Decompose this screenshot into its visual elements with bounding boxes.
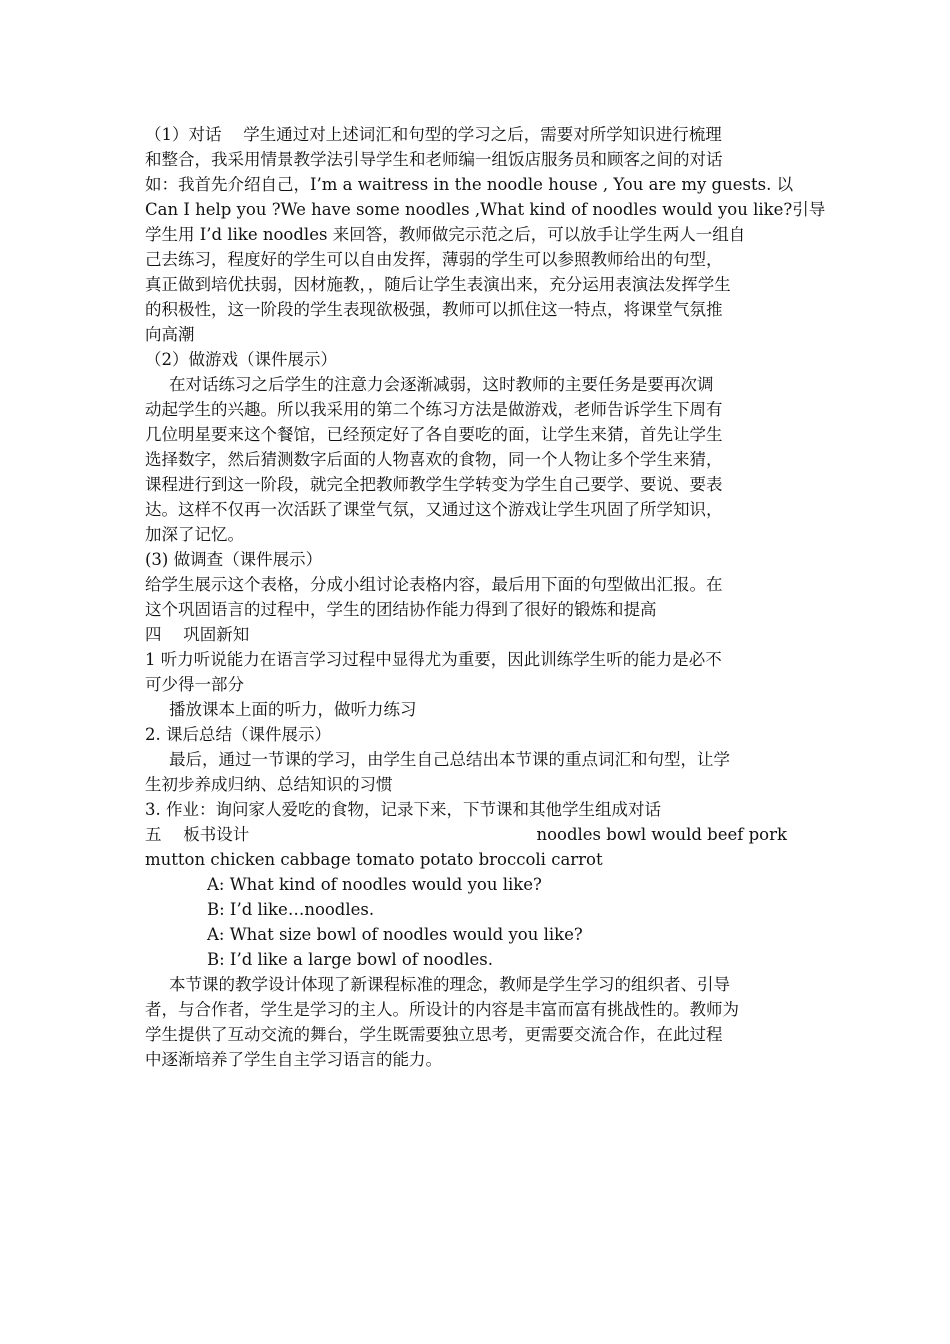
section-heading: 2. 课后总结（课件展示）	[145, 725, 331, 744]
paragraph-line: 加深了记忆。	[145, 525, 244, 544]
dialog-line: A: What size bowl of noodles would you like?	[207, 925, 583, 944]
board-heading: 五 板书设计	[145, 825, 250, 844]
section-heading: 四 巩固新知	[145, 625, 250, 644]
closing-line: 中逐渐培养了学生自主学习语言的能力。	[145, 1050, 442, 1069]
section-heading: （2）做游戏（课件展示）	[145, 350, 337, 369]
paragraph-line: 的积极性，这一阶段的学生表现欲极强，教师可以抓住这一特点，将课堂气氛推	[145, 300, 723, 319]
paragraph-line: 达。这样不仅再一次活跃了课堂气氛，又通过这个游戏让学生巩固了所学知识，	[145, 500, 723, 519]
paragraph-line: 可少得一部分	[145, 675, 244, 694]
document-page	[145, 122, 826, 1072]
paragraph-line: 最后，通过一节课的学习，由学生自己总结出本节课的重点词汇和句型，让学	[169, 750, 730, 769]
section-heading: (3) 做调查（课件展示）	[145, 550, 323, 569]
paragraph-line: 播放课本上面的听力，做听力练习	[169, 700, 417, 719]
dialog-line: B: I’d like…noodles.	[207, 900, 375, 919]
paragraph-line: 选择数字，然后猜测数字后面的人物喜欢的食物，同一个人物让多个学生来猜，	[145, 450, 723, 469]
closing-line: 学生提供了互动交流的舞台，学生既需要独立思考，更需要交流合作，在此过程	[145, 1025, 723, 1044]
paragraph-line: 这个巩固语言的过程中，学生的团结协作能力得到了很好的锻炼和提高	[145, 600, 657, 619]
paragraph-line: 在对话练习之后学生的注意力会逐渐减弱，这时教师的主要任务是要再次调	[169, 375, 714, 394]
board-vocabulary-continued: mutton chicken cabbage tomato potato broccoli carrot	[145, 850, 603, 869]
paragraph-line: 1 听力听说能力在语言学习过程中显得尤为重要，因此训练学生听的能力是必不	[145, 650, 722, 669]
dialog-line: B: I’d like a large bowl of noodles.	[207, 950, 493, 969]
closing-line: 本节课的教学设计体现了新课程标准的理念，教师是学生学习的组织者、引导	[169, 975, 730, 994]
paragraph-line: 真正做到培优扶弱，因材施教，，随后让学生表演出来，充分运用表演法发挥学生	[145, 275, 731, 294]
paragraph-line: 课程进行到这一阶段，就完全把教师教学生学转变为学生自己要学、要说、要表	[145, 475, 723, 494]
paragraph-line: （1）对话 学生通过对上述词汇和句型的学习之后，需要对所学知识进行梳理	[145, 125, 722, 144]
board-design-row	[145, 822, 809, 847]
paragraph-line: 向高潮	[145, 325, 195, 344]
closing-line: 者，与合作者，学生是学习的主人。所设计的内容是丰富而富有挑战性的。教师为	[145, 1000, 739, 1019]
paragraph-line: 学生用 I’d like noodles 来回答，教师做完示范之后，可以放手让学生两人一组自	[145, 225, 746, 244]
paragraph-line: 动起学生的兴趣。所以我采用的第二个练习方法是做游戏，老师告诉学生下周有	[145, 400, 723, 419]
paragraph-line: 几位明星要来这个餐馆，已经预定好了各自要吃的面，让学生来猜，首先让学生	[145, 425, 723, 444]
paragraph-line: 己去练习，程度好的学生可以自由发挥，薄弱的学生可以参照教师给出的句型，	[145, 250, 723, 269]
paragraph-line: 给学生展示这个表格，分成小组讨论表格内容，最后用下面的句型做出汇报。在	[145, 575, 723, 594]
paragraph-line: 3. 作业：询问家人爱吃的食物，记录下来，下节课和其他学生组成对话	[145, 800, 661, 819]
paragraph-line: 和整合，我采用情景教学法引导学生和老师编一组饭店服务员和顾客之间的对话	[145, 150, 723, 169]
paragraph-line: Can I help you ?We have some noodles ,What kind of noodles would you like?引导	[145, 200, 826, 219]
paragraph-line: 如：我首先介绍自己，I’m a waitress in the noodle house , You are my guests. 以	[145, 175, 794, 194]
dialog-line: A: What kind of noodles would you like?	[207, 875, 542, 894]
paragraph-line: 生初步养成归纳、总结知识的习惯	[145, 775, 393, 794]
board-vocabulary: noodles bowl would beef pork	[536, 825, 787, 844]
